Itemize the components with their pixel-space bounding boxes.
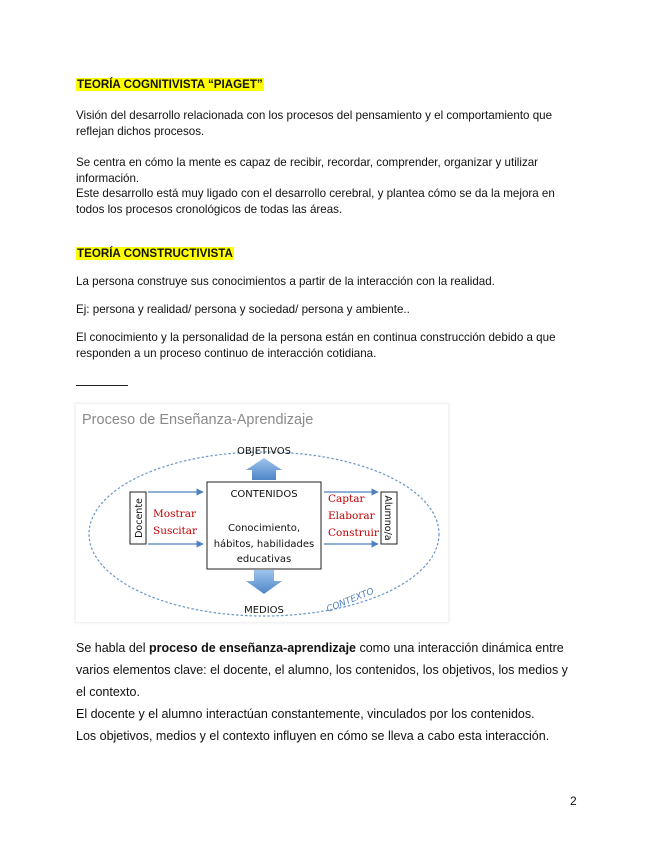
label-contenidos: CONTENIDOS — [230, 489, 298, 500]
paragraph: Los objetivos, medios y el contexto influyen en cómo se lleva a cabo esta interacción. — [76, 729, 550, 743]
label-docente: Docente — [134, 498, 145, 538]
diagram-title: Proceso de Enseñanza-Aprendizaje — [82, 412, 314, 428]
alumno-action-construir: Construir — [328, 527, 379, 539]
down-arrow-icon — [246, 570, 282, 594]
paragraph: Se centra en cómo la mente es capaz de recibir, recordar, comprender, organizar y utilizar información. — [76, 156, 539, 185]
paragraph: La persona construye sus conocimientos a partir de la interacción con la realidad. — [76, 275, 495, 288]
contenidos-text: hábitos, habilidades — [213, 539, 315, 550]
page-number: 2 — [570, 794, 577, 808]
label-medios: MEDIOS — [244, 605, 284, 616]
separator-line — [76, 385, 128, 386]
contenidos-text: educativas — [236, 554, 292, 565]
teaching-learning-diagram — [76, 404, 448, 622]
label-contexto: CONTEXTO — [325, 586, 376, 615]
paragraph: El conocimiento y la personalidad de la persona están en continua construcción debido a que responden a un proceso continuo de interacción cotidiana. — [76, 331, 556, 360]
up-arrow-icon — [246, 458, 282, 480]
highlighted-heading: TEORÍA COGNITIVISTA “PIAGET” — [77, 78, 263, 91]
highlighted-heading: TEORÍA CONSTRUCTIVISTA — [77, 247, 233, 260]
alumno-action-elaborar: Elaborar — [328, 510, 375, 522]
paragraph: Ej: persona y realidad/ persona y sociedad/ persona y ambiente.. — [76, 303, 410, 316]
text: como una interacción dinámica entre varios elementos clave: el docente, el alumno, los contenidos, los objetivos, los medios y el contexto. — [76, 641, 568, 699]
label-objetivos: OBJETIVOS — [237, 446, 291, 457]
bold-term: proceso de enseñanza-aprendizaje — [148, 641, 356, 655]
paragraph-proceso — [76, 637, 576, 703]
alumno-action-captar: Captar — [328, 493, 365, 505]
docente-action-mostrar: Mostrar — [153, 508, 196, 520]
text: Se habla del — [76, 641, 149, 655]
contenidos-text: Conocimiento, — [227, 523, 301, 534]
docente-action-suscitar: Suscitar — [153, 525, 198, 537]
section-heading-cognitivista — [76, 77, 576, 93]
paragraph: El docente y el alumno interactúan constantemente, vinculados por los contenidos. — [76, 707, 535, 721]
section-heading-constructivista — [76, 246, 576, 262]
label-alumno: Alumno/a — [382, 495, 393, 541]
paragraph: Visión del desarrollo relacionada con los procesos del pensamiento y el comportamiento que reflejan dichos procesos. — [76, 109, 553, 138]
paragraph: Este desarrollo está muy ligado con el desarrollo cerebral, y plantea cómo se da la mejora en todos los procesos cronológicos de todas las áreas. — [76, 187, 555, 216]
